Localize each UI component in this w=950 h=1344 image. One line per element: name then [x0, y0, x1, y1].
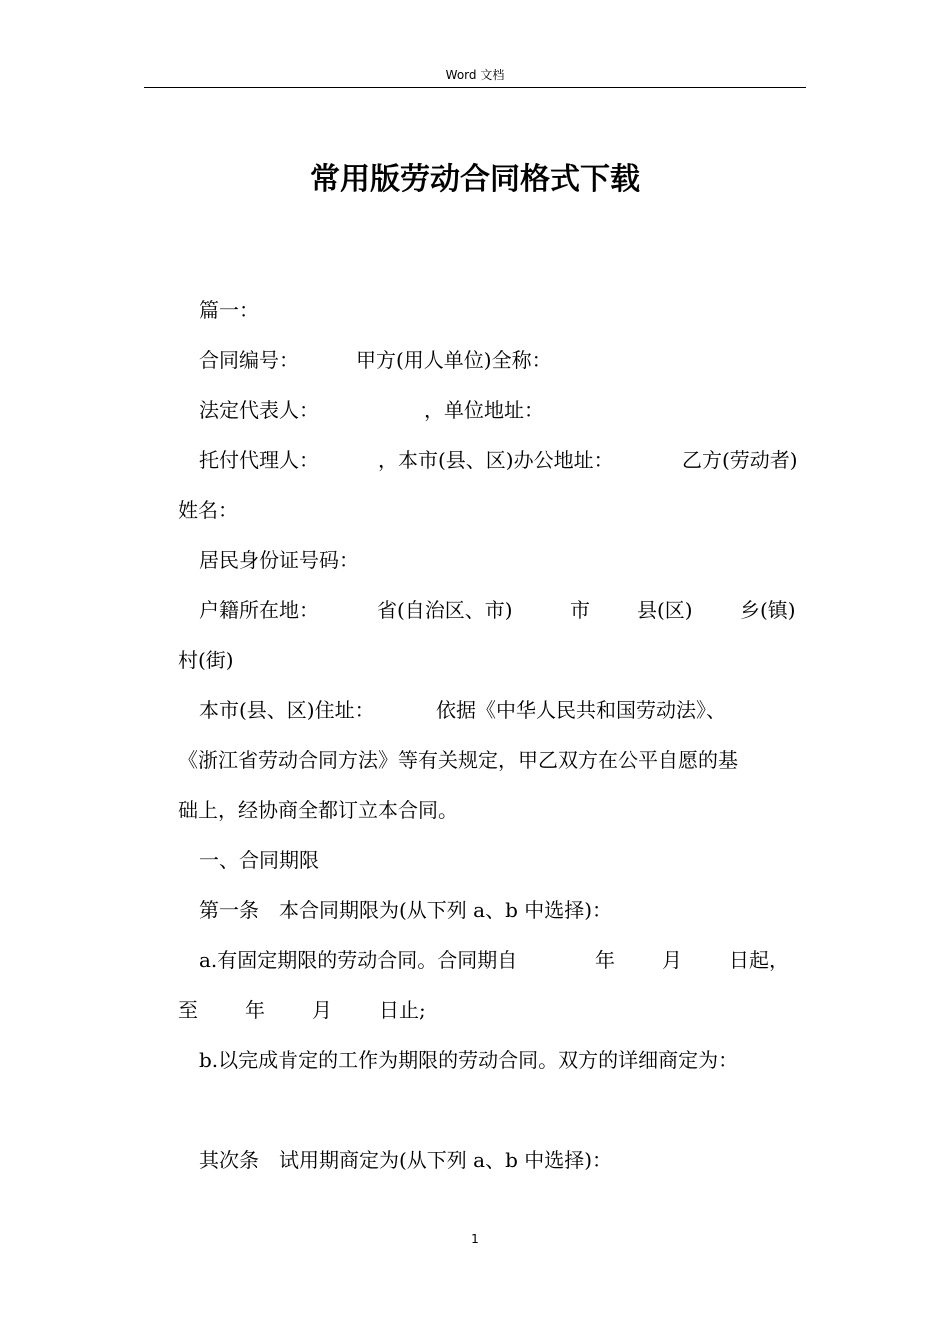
option-a-day-start: 日起， [729, 948, 789, 972]
village-label: 村(街) [178, 648, 234, 672]
household-registration-label: 户籍所在地： [199, 598, 319, 622]
option-a-end-year: 年 [245, 998, 265, 1022]
legal-representative-label: 法定代表人： [199, 398, 319, 422]
city-label: 市 [570, 598, 590, 622]
line-legal-representative [178, 385, 806, 435]
option-a-to: 至 [178, 998, 198, 1022]
line-option-a-end [178, 985, 806, 1035]
line-agreement [178, 785, 806, 835]
option-a-text: a.有固定期限的劳动合同。合同期自 [199, 948, 518, 972]
line-contract-number [178, 335, 806, 385]
article-two-text: 其次条 试用期商定为(从下列 a、b 中选择)： [199, 1148, 613, 1172]
line-article-two [178, 1135, 806, 1185]
office-address-label: ，本市(县、区)办公地址： [378, 448, 614, 472]
section-term-heading: 一、合同期限 [199, 848, 319, 872]
contract-number-label: 合同编号： [199, 348, 299, 372]
legal-basis-text: 依据《中华人民共和国劳动法》、 [436, 698, 726, 722]
province-label: 省(自治区、市) [377, 598, 513, 622]
line-legal-basis [178, 735, 806, 785]
part-one-heading: 篇一： [199, 298, 259, 322]
option-a-year: 年 [595, 948, 615, 972]
option-b-text: b.以完成肯定的工作为期限的劳动合同。双方的详细商定为： [199, 1048, 739, 1072]
line-part-one [178, 285, 806, 335]
line-option-a [178, 935, 806, 985]
line-section-term [178, 835, 806, 885]
line-address [178, 685, 806, 735]
residence-label: 本市(县、区)住址： [199, 698, 375, 722]
unit-address-label: ，单位地址： [424, 398, 544, 422]
town-label: 乡(镇) [740, 598, 796, 622]
county-label: 县(区) [637, 598, 693, 622]
document-body [178, 285, 806, 1185]
id-number-label: 居民身份证号码： [199, 548, 359, 572]
document-title: 常用版劳动合同格式下载 [310, 162, 640, 197]
name-label: 姓名： [178, 498, 238, 522]
line-option-b [178, 1035, 806, 1085]
line-name [178, 485, 806, 535]
party-a-name-label: 甲方(用人单位)全称： [356, 348, 552, 372]
option-a-month: 月 [662, 948, 682, 972]
option-a-day-end: 日止; [379, 998, 426, 1022]
option-a-end-month: 月 [312, 998, 332, 1022]
article-one-text: 第一条 本合同期限为(从下列 a、b 中选择)： [199, 898, 613, 922]
legal-basis-continued: 《浙江省劳动合同方法》等有关规定，甲乙双方在公平自愿的基 [178, 748, 738, 772]
party-b-label: 乙方(劳动者) [682, 448, 798, 472]
line-household-registration [178, 585, 806, 635]
page-number: 1 [471, 1232, 479, 1246]
page-header: Word 文档 [445, 68, 505, 82]
line-agent [178, 435, 806, 485]
line-id-number [178, 535, 806, 585]
agent-label: 托付代理人： [199, 448, 319, 472]
header-rule [144, 87, 806, 88]
agreement-text: 础上，经协商全都订立本合同。 [178, 798, 458, 822]
line-article-one [178, 885, 806, 935]
blank-line [178, 1085, 806, 1135]
line-village [178, 635, 806, 685]
